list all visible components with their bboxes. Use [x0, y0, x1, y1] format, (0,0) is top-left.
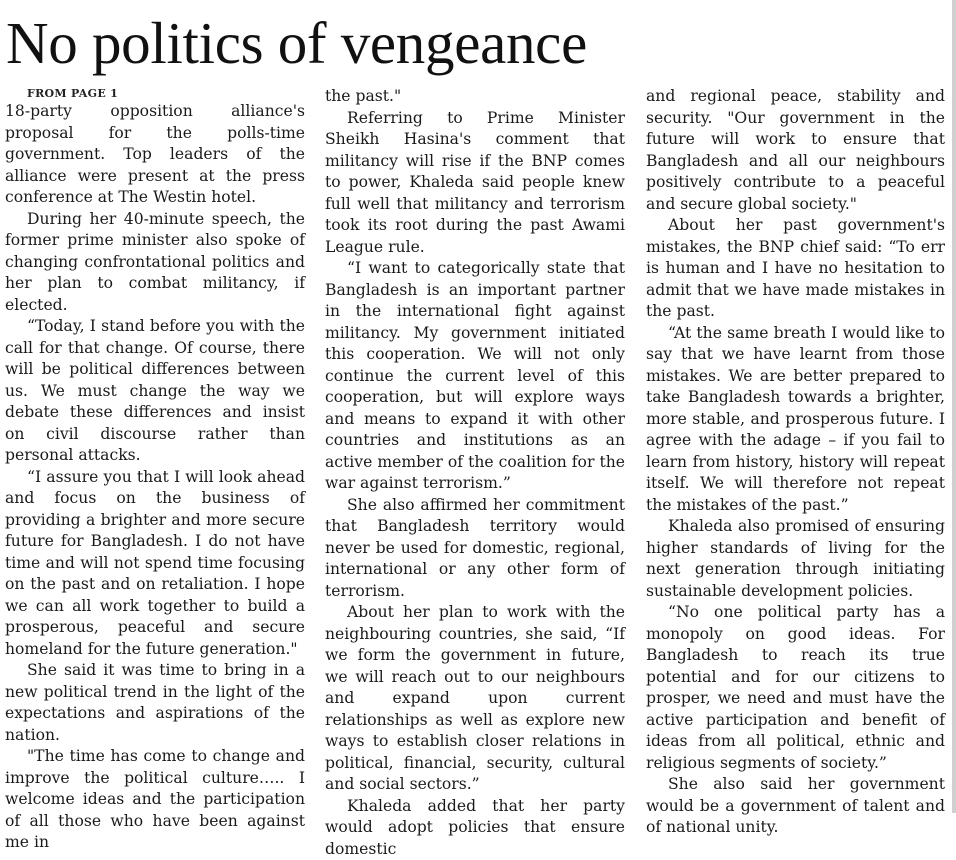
paragraph: “I want to categorically state that Bangladesh is an important partner in the international fight against militancy. My government initiated this cooperation. We will not only continue the current level of this cooperation, but will explore ways and means to expand it with other countries and institutions as an active member of the coalition for the war against terrorism.”: [325, 258, 625, 495]
paragraph: 18-party opposition alliance's proposal for the polls-time government. Top leaders of the alliance were present at the press conference at The Westin hotel.: [5, 101, 305, 209]
paragraph: She also said her government would be a government of talent and of national unity.: [646, 774, 945, 839]
continuation-kicker: FROM PAGE 1: [5, 86, 305, 101]
paragraph: She said it was time to bring in a new political trend in the light of the expectations and aspirations of the nation.: [5, 660, 305, 746]
paragraph: the past.": [325, 86, 625, 108]
paragraph: During her 40-minute speech, the former prime minister also spoke of changing confrontational politics and her plan to combat militancy, if elected.: [5, 209, 305, 317]
article-column-2: [325, 86, 625, 860]
paragraph: About her plan to work with the neighbouring countries, she said, “If we form the government in future, we will reach out to our neighbours and expand upon current relationships as well as explore new ways to establish closer relations in political, financial, security, cultural and social sectors.”: [325, 602, 625, 796]
paragraph: Khaleda also promised of ensuring higher standards of living for the next generation through initiating sustainable development policies.: [646, 516, 945, 602]
paragraph: "The time has come to change and improve the political culture….. I welcome ideas and the participation of all those who have been against me in: [5, 746, 305, 854]
paragraph: About her past government's mistakes, the BNP chief said: “To err is human and I have no hesitation to admit that we have made mistakes in the past.: [646, 215, 945, 323]
paragraph: She also affirmed her commitment that Bangladesh territory would never be used for domestic, regional, international or any other form of terrorism.: [325, 495, 625, 603]
paragraph: “Today, I stand before you with the call for that change. Of course, there will be political differences between us. We must change the way we debate these differences and insist on civil discourse rather than personal attacks.: [5, 316, 305, 467]
article-column-1: [5, 86, 305, 854]
paragraph: “No one political party has a monopoly on good ideas. For Bangladesh to reach its true potential and for our citizens to prosper, we need and must have the active participation and benefit of ideas from all political, ethnic and religious segments of society.”: [646, 602, 945, 774]
paragraph: “At the same breath I would like to say that we have learnt from those mistakes. We are better prepared to take Bangladesh towards a brighter, more stable, and prosperous future. I agree with the adage – if you fail to learn from history, history will repeat itself. We will therefore not repeat the mistakes of the past.”: [646, 323, 945, 517]
headline: No politics of vengeance: [6, 8, 587, 78]
paragraph: Referring to Prime Minister Sheikh Hasina's comment that militancy will rise if the BNP comes to power, Khaleda said people knew full well that militancy and terrorism took its root during the past Awami League rule.: [325, 108, 625, 259]
paragraph: “I assure you that I will look ahead and focus on the business of providing a brighter and more secure future for Bangladesh. I do not have time and will not spend time focusing on the past and on retaliation. I hope we can all work together to build a prosperous, peaceful and secure homeland for the future generation.": [5, 467, 305, 661]
page-edge-shadow: [952, 0, 956, 813]
paragraph: and regional peace, stability and security. "Our government in the future will work to ensure that Bangladesh and all our neighbours positively contribute to a peaceful and secure global society.": [646, 86, 945, 215]
article-column-3: [646, 86, 945, 839]
paragraph: Khaleda added that her party would adopt policies that ensure domestic: [325, 796, 625, 860]
